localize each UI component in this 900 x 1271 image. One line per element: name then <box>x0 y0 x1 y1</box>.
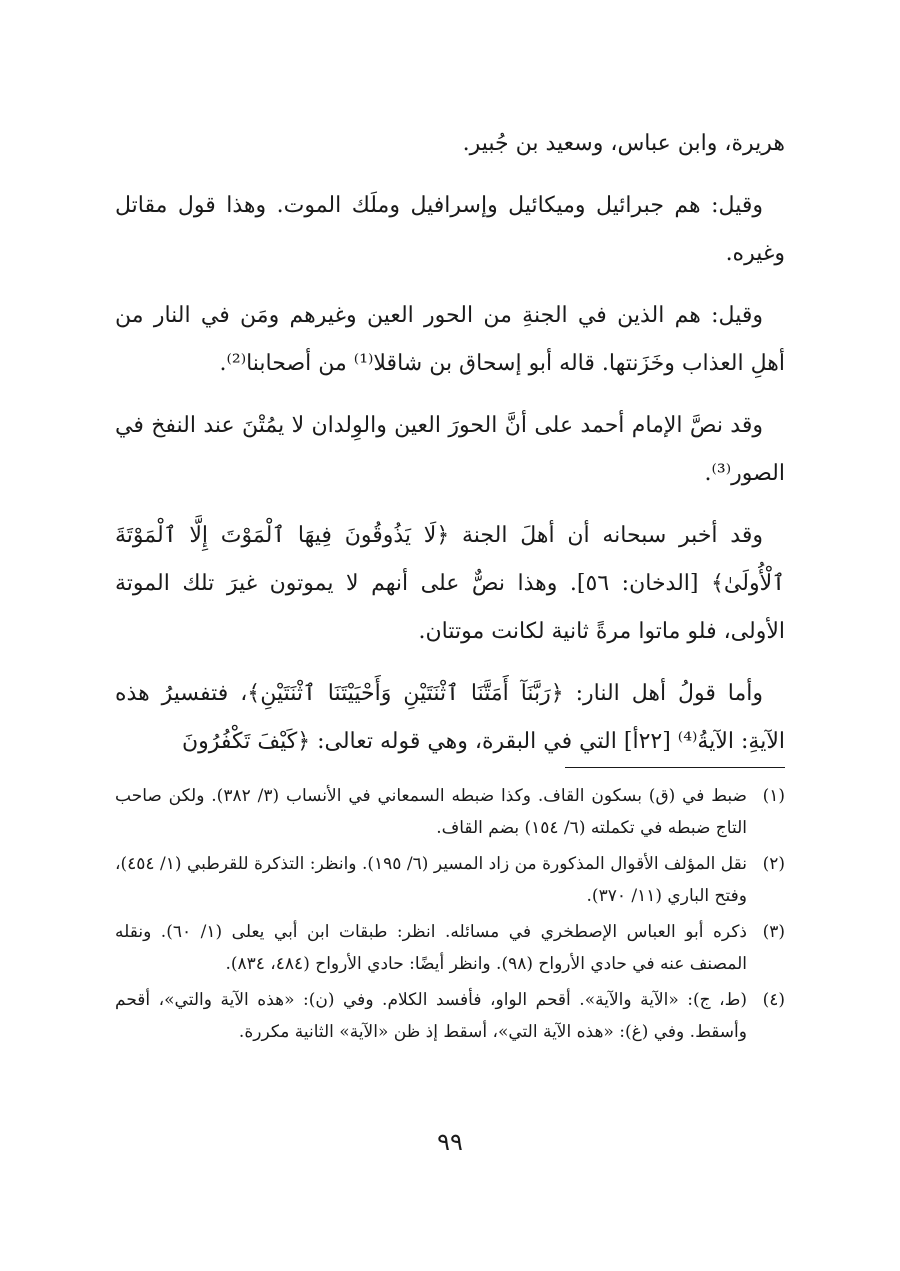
footnote-number: (٣) <box>762 922 785 942</box>
footnote-number: (٢) <box>762 854 785 874</box>
paragraph: وأما قولُ أهل النار: ﴿رَبَّنَآ أَمَتَّنَا ٱثْنَتَيْنِ وَأَحْيَيْتَنَا ٱثْنَتَيْنِ﴾، فتفسيرُ هذه الآيةِ: الآيةُ⁽⁴⁾ [٢٢أ] التي في البقرة، وهي قوله تعالى: ﴿كَيْفَ تَكْفُرُونَ <box>115 681 785 754</box>
main-text-block <box>115 120 785 780</box>
footnotes-block <box>115 780 785 1052</box>
footnote-text: ضبط في (ق) بسكون القاف. وكذا ضبطه السمعاني في الأنساب (٣/ ٣٨٢). ولكن صاحب التاج ضبطه في تكملته (٦/ ١٥٤) بضم القاف. <box>115 786 747 838</box>
paragraph: وقد أخبر سبحانه أن أهلَ الجنة ﴿لَا يَذُوقُونَ فِيهَا ٱلْمَوْتَ إِلَّا ٱلْمَوْتَةَ ٱلْأُولَىٰ﴾ [الدخان: ٥٦]. وهذا نصٌّ على أنهم لا يموتون غيرَ تلك الموتة الأولى، فلو ماتوا مرةً ثانية لكانت موتتان. <box>115 523 786 644</box>
footnote-number: (١) <box>762 786 785 806</box>
page-number: ٩٩ <box>437 1128 463 1156</box>
footnote-item <box>115 984 785 1048</box>
footnote-item <box>115 848 785 912</box>
footnote-separator <box>565 767 785 768</box>
footnote-text: ذكره أبو العباس الإصطخري في مسائله. انظر: طبقات ابن أبي يعلى (١/ ٦٠). ونقله المصنف عنه في حادي الأرواح (٩٨). وانظر أيضًا: حادي الأرواح (٤٨٤، ٨٣٤). <box>115 922 747 974</box>
paragraph: وقيل: هم جبرائيل وميكائيل وإسرافيل وملَك الموت. وهذا قول مقاتل وغيره. <box>115 193 785 266</box>
paragraph: هريرة، وابن عباس، وسعيد بن جُبير. <box>462 131 785 156</box>
paragraph: وقيل: هم الذين في الجنةِ من الحور العين وغيرهم ومَن في النار من أهلِ العذاب وخَزَنتها. قاله أبو إسحاق بن شاقلا⁽¹⁾ من أصحابنا⁽²⁾. <box>115 303 785 376</box>
paragraph: وقد نصَّ الإمام أحمد على أنَّ الحورَ العين والوِلدان لا يمُتْنَ عند النفخ في الصور⁽³⁾. <box>115 413 785 486</box>
footnote-item <box>115 916 785 980</box>
footnote-number: (٤) <box>762 990 785 1010</box>
footnote-text: نقل المؤلف الأقوال المذكورة من زاد المسير (٦/ ١٩٥). وانظر: التذكرة للقرطبي (١/ ٤٥٤)، وفتح الباري (١١/ ٣٧٠). <box>115 854 748 906</box>
footnote-item <box>115 780 785 844</box>
footnote-text: (ط، ج): «الآية والآية». أقحم الواو، فأفسد الكلام. وفي (ن): «هذه الآية والتي»، أقحم وأسقط. وفي (غ): «هذه الآية التي»، أسقط إذ ظن «الآية» الثانية مكررة. <box>115 990 747 1042</box>
